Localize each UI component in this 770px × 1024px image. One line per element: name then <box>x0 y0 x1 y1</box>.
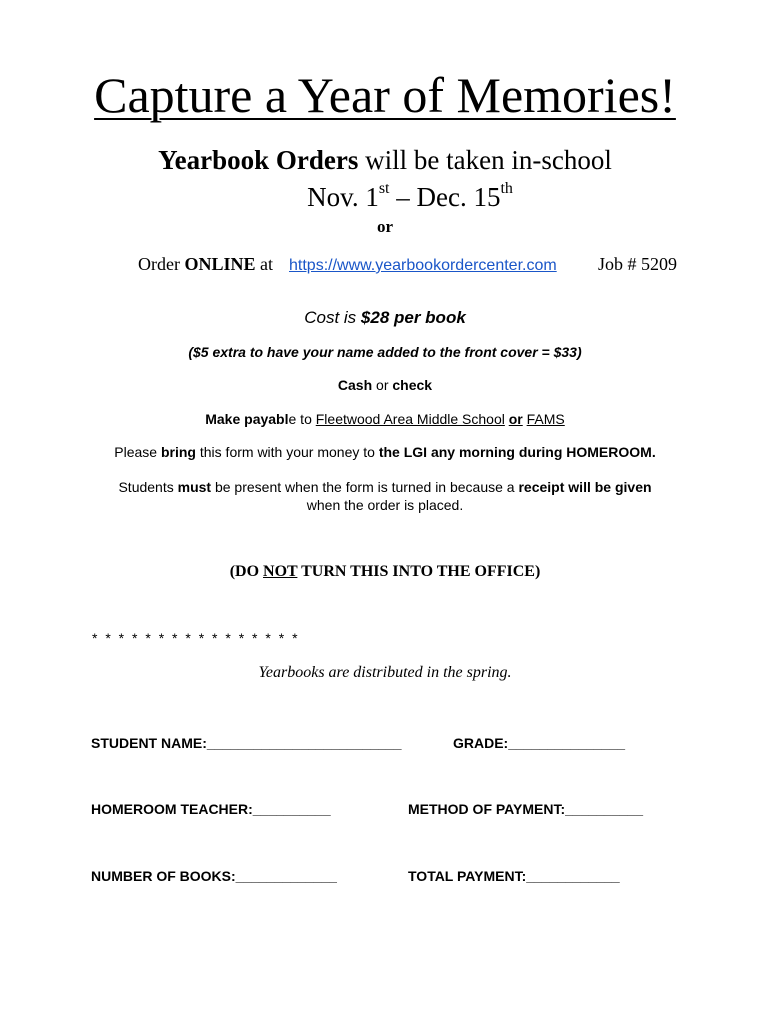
bring-location: the LGI any morning during HOMEROOM. <box>378 444 656 460</box>
students-receipt: receipt will be given <box>518 479 652 495</box>
method-of-payment-field[interactable]: METHOD OF PAYMENT:__________ <box>408 801 643 817</box>
students-e: when the order is placed. <box>306 497 464 513</box>
office-a: (DO <box>229 563 264 580</box>
dates-line <box>0 182 770 213</box>
star-divider: * * * * * * * * * * * * * * * * <box>92 630 298 646</box>
orders-bold: Yearbook Orders <box>158 145 359 175</box>
date-start-suffix: st <box>378 180 390 197</box>
payable-to: e to <box>288 411 316 427</box>
date-end-suffix: th <box>500 180 513 197</box>
orders-rest: will be taken in-school <box>358 145 612 175</box>
cost-price: $28 per book <box>360 308 466 327</box>
students-note <box>0 478 770 514</box>
number-of-books-field[interactable]: NUMBER OF BOOKS:_____________ <box>91 868 337 884</box>
orders-line <box>0 145 770 176</box>
payee-school: Fleetwood Area Middle School <box>315 411 505 427</box>
students-c: be present when the form is turned in because a <box>211 479 519 495</box>
or-word: or <box>372 377 393 393</box>
cost-prefix: Cost is <box>304 308 361 327</box>
bring-instructions <box>0 444 770 460</box>
job-number: Job # 5209 <box>598 254 678 274</box>
students-must: must <box>177 479 212 495</box>
payee-or: or <box>508 411 523 427</box>
bring-c: this form with your money to <box>195 444 379 460</box>
students-a: Students <box>118 479 178 495</box>
or-separator: or <box>376 217 394 236</box>
online-prefix-a: Order <box>138 254 185 274</box>
cost-line <box>0 308 770 328</box>
distribution-note: Yearbooks are distributed in the spring. <box>258 664 512 681</box>
date-end: – Dec. 15 <box>389 182 501 212</box>
bring-b: bring <box>160 444 196 460</box>
online-prefix <box>138 254 273 275</box>
page-title: Capture a Year of Memories! <box>94 67 676 123</box>
extra-cost-note: ($5 extra to have your name added to the front cover = $33) <box>188 344 582 360</box>
student-name-field[interactable]: STUDENT NAME:_________________________ <box>91 735 402 751</box>
payable-bold: Make payabl <box>205 411 289 427</box>
online-prefix-b: at <box>255 254 273 274</box>
office-warning <box>0 563 770 581</box>
cash-label: Cash <box>337 377 373 393</box>
office-not: NOT <box>263 563 298 580</box>
grade-field[interactable]: GRADE:_______________ <box>453 735 626 751</box>
payee-fams: FAMS <box>526 411 565 427</box>
date-start: Nov. 1 <box>307 182 379 212</box>
check-label: check <box>392 377 433 393</box>
bring-a: Please <box>114 444 161 460</box>
office-c: TURN THIS INTO THE OFFICE) <box>297 563 541 580</box>
online-bold: ONLINE <box>184 254 256 274</box>
order-url-link[interactable]: https://www.yearbookordercenter.com <box>289 257 557 274</box>
payment-types <box>0 377 770 393</box>
total-payment-field[interactable]: TOTAL PAYMENT:____________ <box>408 868 620 884</box>
payable-line <box>0 411 770 427</box>
homeroom-teacher-field[interactable]: HOMEROOM TEACHER:__________ <box>91 801 331 817</box>
